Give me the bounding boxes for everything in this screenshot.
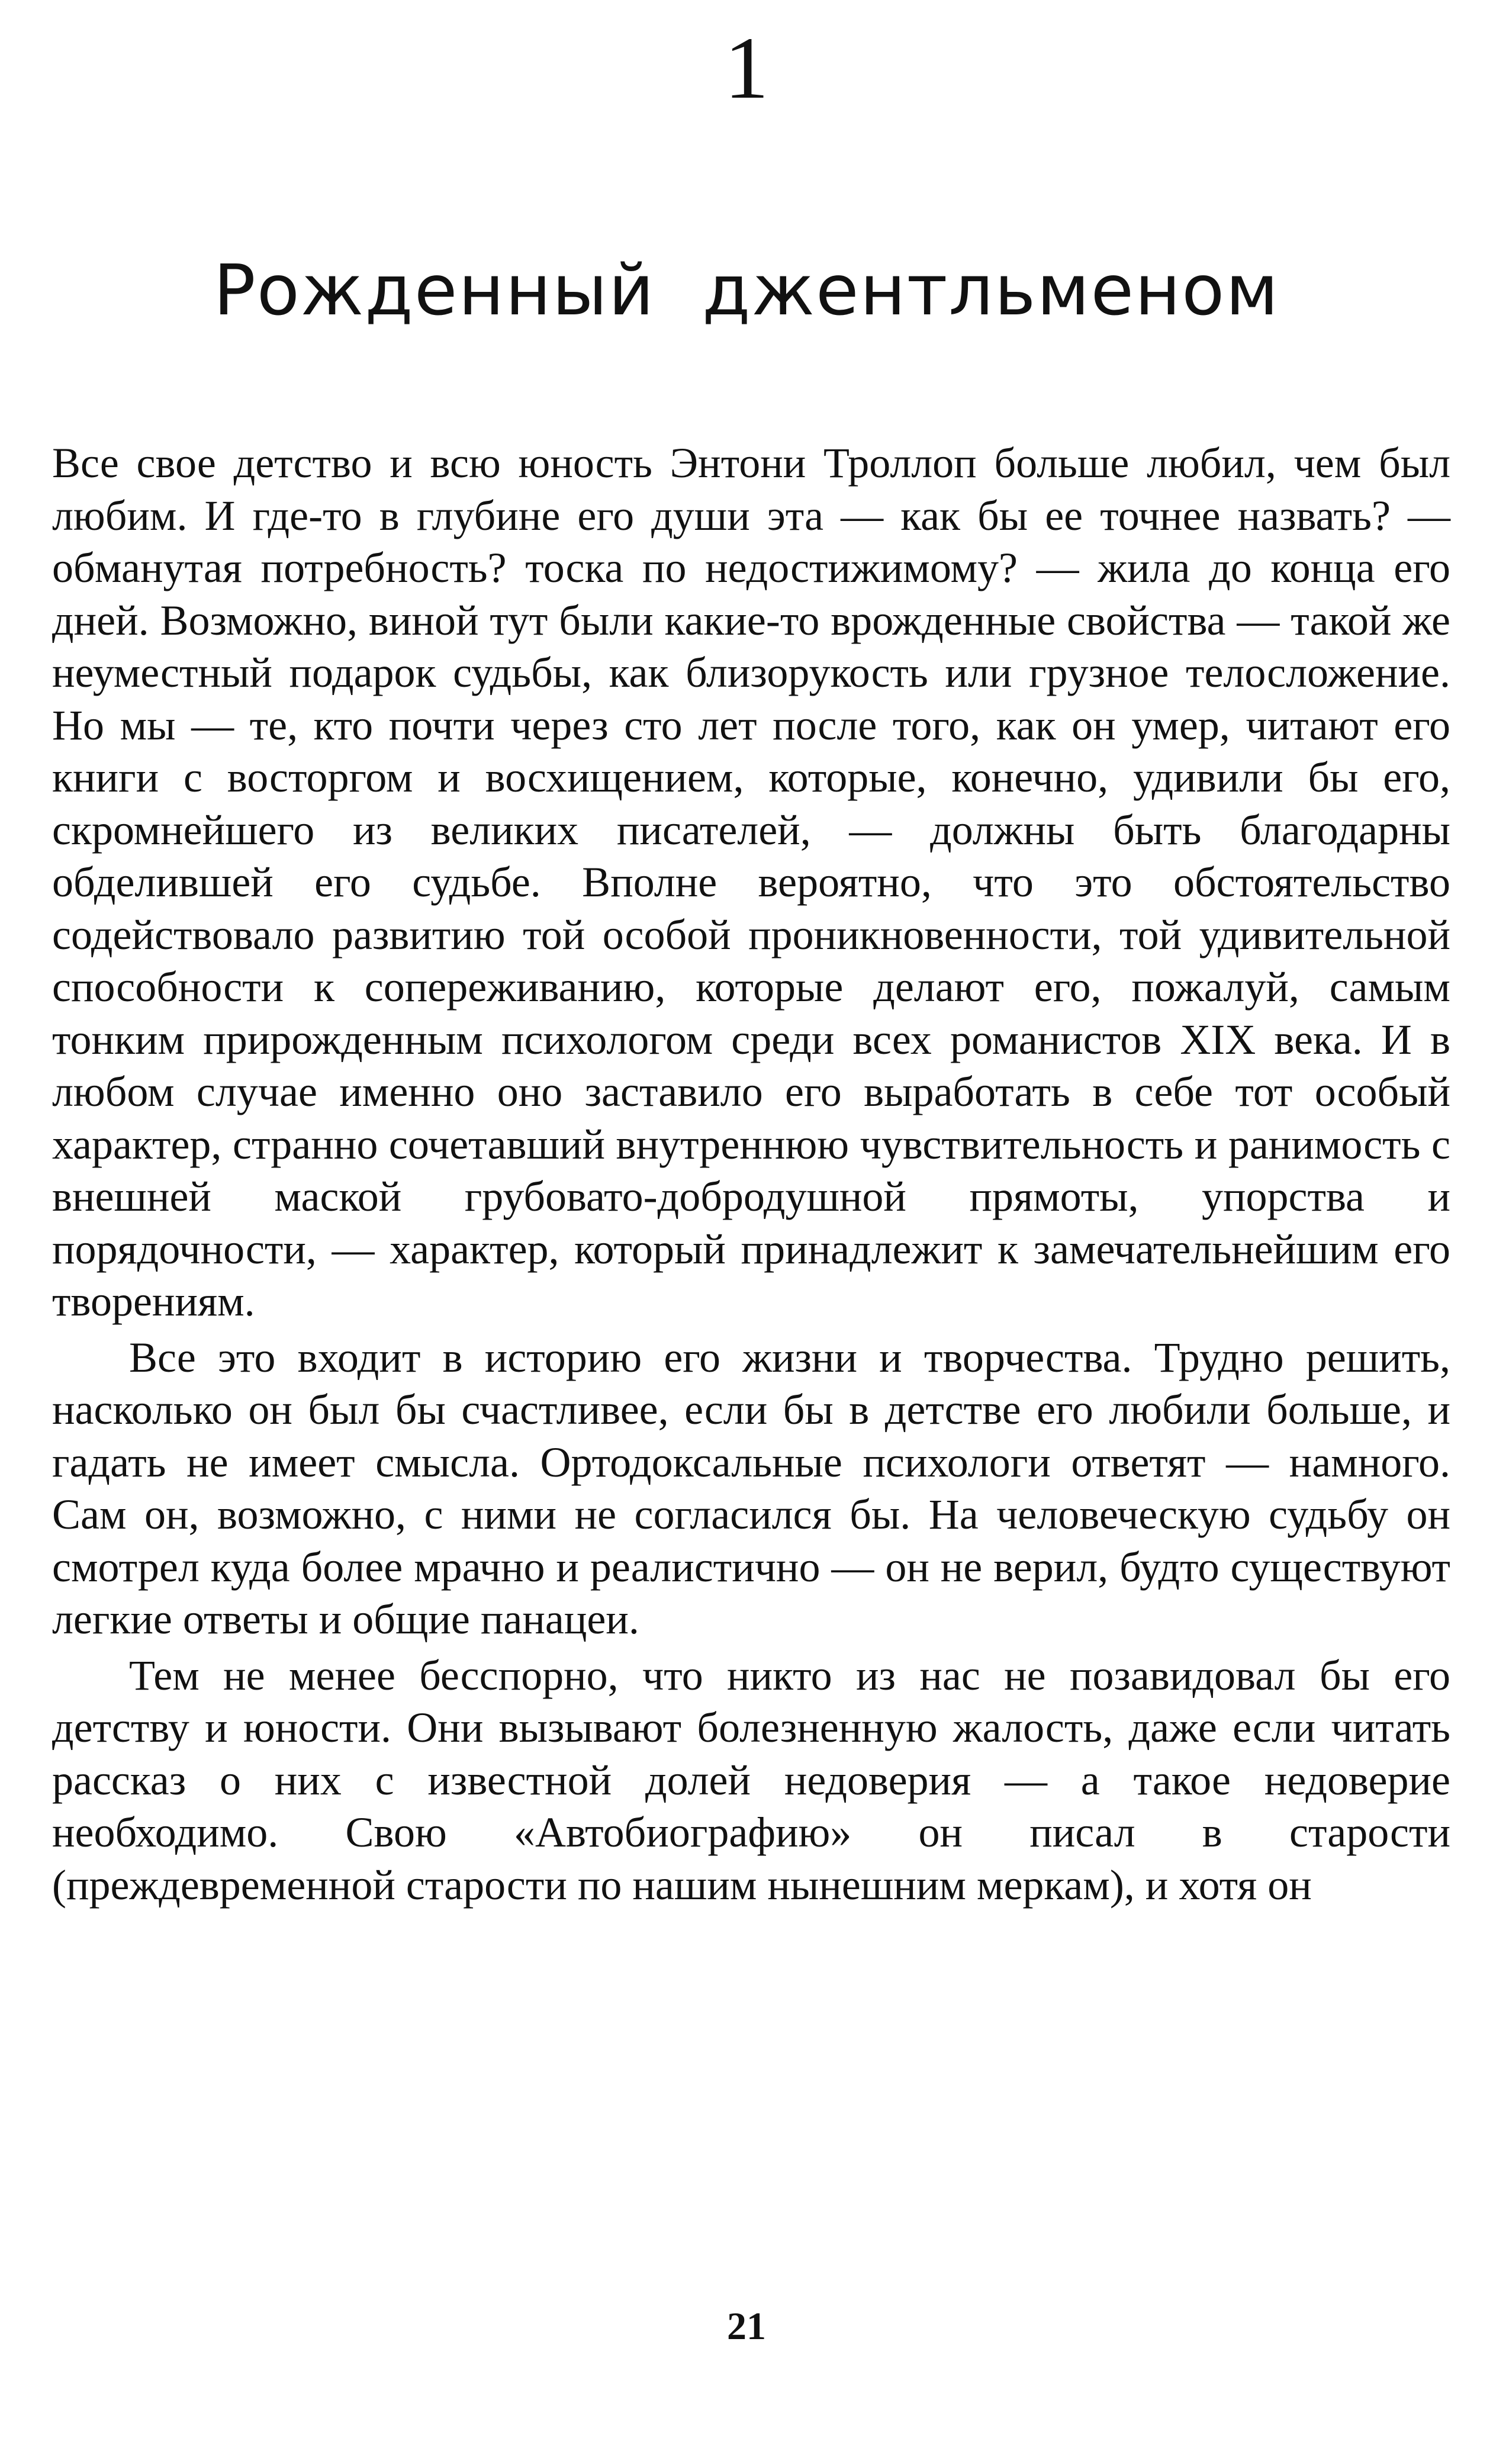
paragraph-2: Все это входит в историю его жизни и творчества. Трудно решить, насколько он был бы счастливее, если бы в детстве его любили больше, и гадать не имеет смысла. Ортодоксальные психологи ответят — намного. Сам он, возможно, с ними не согласился бы. На человеческую судьбу он смотрел куда более мрачно и реалистично — он не верил, будто существуют легкие ответы и общие панацеи. [52, 1333, 1450, 1643]
body-text [52, 437, 1450, 1911]
paragraph-1: Все свое детство и всю юность Энтони Троллоп больше любил, чем был любим. И где-то в глубине его души эта — как бы ее точнее назвать? — обманутая потребность? тоска по недостижимому? — жила до конца его дней. Возможно, виной тут были какие-то врожденные свойства — такой же неуместный подарок судьбы, как близорукость или грузное телосложение. Но мы — те, кто почти через сто лет после того, как он умер, читают его книги с восторгом и восхищением, которые, конечно, удивили бы его, скромнейшего из великих писателей, — должны быть благодарны обделившей его судьбе. Вполне вероятно, что это обстоятельство содействовало развитию той особой проникновенности, той удивительной способности к сопереживанию, которые делают его, пожалуй, самым тонким прирожденным психологом среди всех романистов XIX века. И в любом случае именно оно заставило его выработать в себе тот особый характер, странно сочетавший внутреннюю чувствительность и ранимость с внешней маской грубовато-добродушной прямоты, упорства и порядочности, — характер, который принадлежит к замечательнейшим его творениям. [52, 439, 1450, 1325]
chapter-number: 1 [724, 19, 769, 117]
paragraph-3: Тем не менее бесспорно, что никто из нас не позавидовал бы его детству и юности. Они вызывают болезненную жалость, даже если читать рассказ о них с известной долей недоверия — а такое недоверие необходимо. Свою «Автобиографию» он писал в старости (преждевременной старости по нашим нынешним меркам), и хотя он [52, 1651, 1450, 1909]
page-number: 21 [727, 2305, 766, 2348]
chapter-title: Рожденный джентльменом [213, 249, 1280, 331]
